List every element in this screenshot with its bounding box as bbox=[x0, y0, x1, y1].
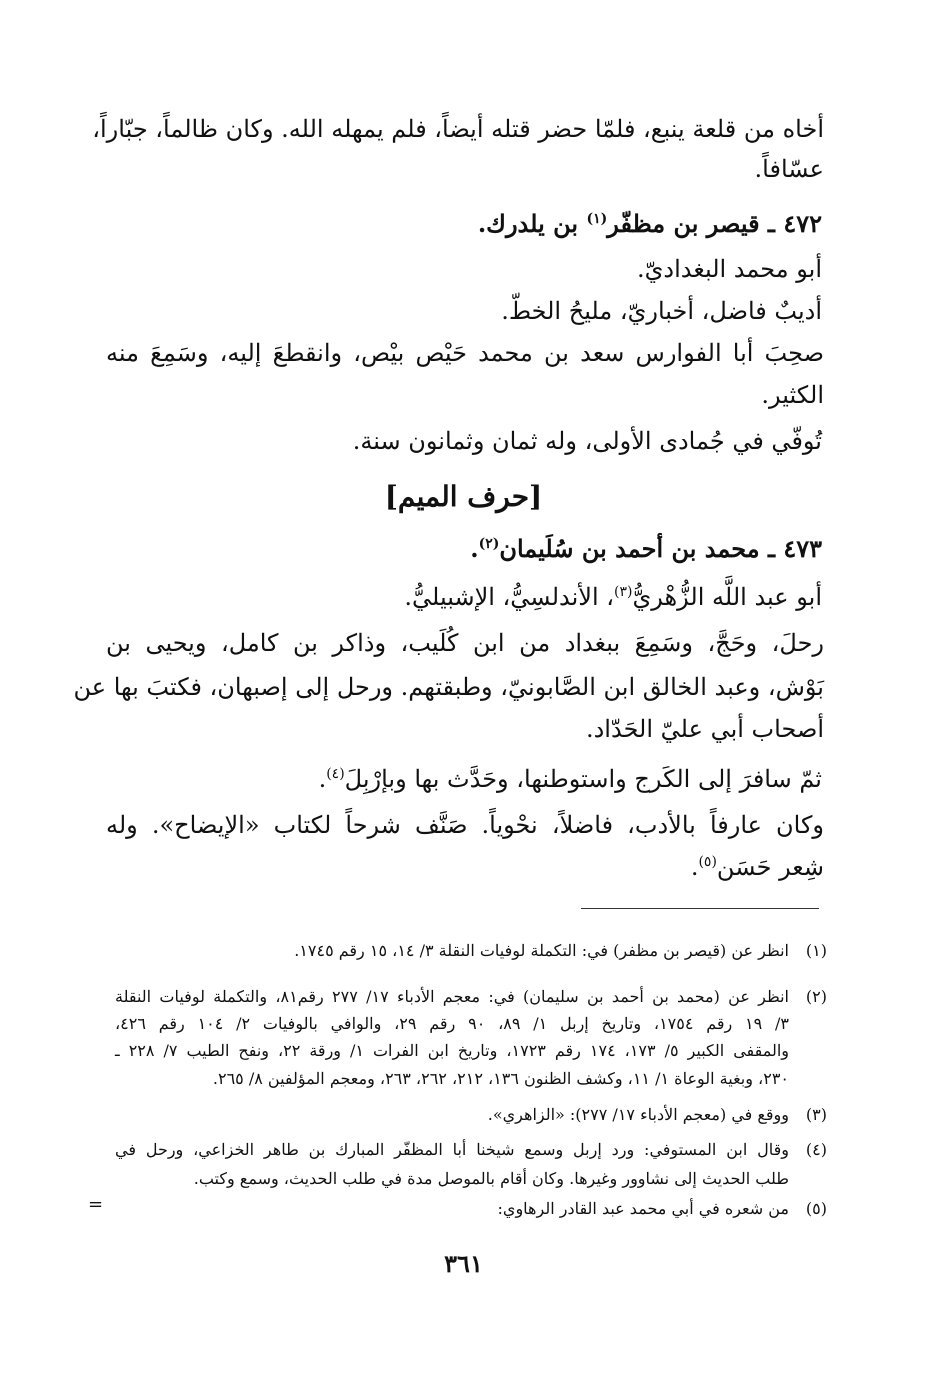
entry-kunya: أبو عبد اللَّه الزُّهْريُّ$^{(٣)}$، الأندلسِيُّ، الإشبيليُّ. bbox=[404, 583, 822, 611]
body-line: عسّافاً. bbox=[754, 155, 824, 183]
body-line: الكثير. bbox=[761, 381, 824, 409]
body-line: رحلَ، وحَجَّ، وسَمِعَ ببغداد من ابن كُلَيب، وذاكر بن كامل، ويحيى بن bbox=[106, 629, 824, 657]
footnote-ref-2[interactable]: (٢) bbox=[478, 536, 500, 552]
footnote-ref-3[interactable]: (٣) bbox=[614, 584, 633, 600]
footnote-text: ووقع في (معجم الأدباء ١٧/ ٢٧٧): «الزاهري». bbox=[487, 1105, 789, 1124]
footnote-text: انظر عن (محمد بن أحمد بن سليمان) في: معجم الأدباء ١٧/ ٢٧٧ رقم٨١، والتكملة لوفيات النقلة bbox=[115, 987, 789, 1006]
body-line: صحِبَ أبا الفوارس سعد بن محمد حَيْص بيْص، وانقطعَ إليه، وسَمِعَ منه bbox=[106, 339, 824, 367]
entry-heading-472: ٤٧٢ ـ قيصر بن مظفّر$^{(١)}$ بن يلدرك. bbox=[477, 209, 822, 238]
body-line: وكان عارفاً بالأدب، فاضلاً، نحْوياً. صَنَّف شرحاً لكتاب «الإيضاح». وله bbox=[106, 811, 824, 839]
footnote-ref-4[interactable]: (٤) bbox=[326, 766, 345, 782]
section-title: [حرف الميم] bbox=[384, 480, 543, 513]
footnote-text: من شعره في أبي محمد عبد القادر الرهاوي: bbox=[497, 1199, 789, 1218]
footnote-number: (٤) bbox=[805, 1140, 827, 1159]
body-line: أخاه من قلعة ينبع، فلمّا حضر قتله أيضاً، فلم يمهله الله. وكان ظالماً، جبّاراً، bbox=[92, 115, 824, 143]
entry-description: أديبٌ فاضل، أخباريّ، مليحُ الخطّ. bbox=[501, 297, 822, 325]
footnote-text: انظر عن (قيصر بن مظفر) في: التكملة لوفيات النقلة ٣/ ١٤، ١٥ رقم ١٧٤٥. bbox=[294, 941, 789, 960]
entry-death: تُوفّي في جُمادى الأولى، وله ثمان وثمانون سنة. bbox=[352, 427, 822, 455]
footnote-number: (١) bbox=[805, 941, 827, 960]
footnote-text: ٣/ ١٩ رقم ١٧٥٤، وتاريخ إربل ١/ ٨٩، ٩٠ رقم ٢٩، والوافي بالوفيات ٢/ ١٠٤ رقم ٤٢٦، bbox=[115, 1014, 790, 1033]
body-line: بَوْش، وعبد الخالق ابن الصَّابونيّ، وطبقتهم. ورحل إلى إصبهان، فكتبَ بها عن bbox=[73, 673, 824, 701]
body-line: أصحاب أبي عليّ الحَدّاد. bbox=[585, 715, 824, 743]
body-line: شِعر حَسَن$^{(٥)}$. bbox=[690, 853, 824, 881]
footnote-ref-5[interactable]: (٥) bbox=[698, 854, 717, 870]
footnote-separator bbox=[581, 908, 819, 909]
entry-heading-473: ٤٧٣ ـ محمد بن أحمد بن سُلَيمان$^{(٢)}$. bbox=[470, 534, 822, 563]
footnote-text: وقال ابن المستوفي: ورد إربل وسمع شيخنا أبا المظفّر المبارك بن طاهر الخزاعي، ورحل في bbox=[115, 1140, 790, 1159]
footnote-ref-1[interactable]: (١) bbox=[586, 211, 608, 227]
continuation-mark: = bbox=[88, 1194, 104, 1215]
footnote-number: (٢) bbox=[805, 987, 827, 1006]
footnote-text: ٢٣٠، وبغية الوعاة ١/ ١١، وكشف الظنون ١٣٦، ٢١٢، ٢٦٢، ٢٦٣، ومعجم المؤلفين ٨/ ٢٦٥. bbox=[212, 1069, 789, 1088]
entry-kunya: أبو محمد البغداديّ. bbox=[637, 255, 822, 283]
footnote-number: (٥) bbox=[805, 1199, 827, 1218]
footnote-text: طلب الحديث إلى نشاوور وغيرها. وكان أقام بالموصل مدة في طلب الحديث، وسمع وكتب. bbox=[193, 1169, 789, 1188]
body-line: ثمّ سافرَ إلى الكَرج واستوطنها، وحَدَّث بها وبإرْبِلَ$^{(٤)}$. bbox=[318, 765, 822, 793]
footnote-number: (٣) bbox=[805, 1105, 827, 1124]
page-number: ٣٦١ bbox=[444, 1249, 483, 1278]
footnote-text: والمقفى الكبير ٥/ ١٧٣، ١٧٤ رقم ١٧٢٣، وتاريخ ابن الفرات ١/ ورقة ٢٢، ونفح الطيب ٧/ ٢٢٨ ـ bbox=[115, 1041, 790, 1060]
